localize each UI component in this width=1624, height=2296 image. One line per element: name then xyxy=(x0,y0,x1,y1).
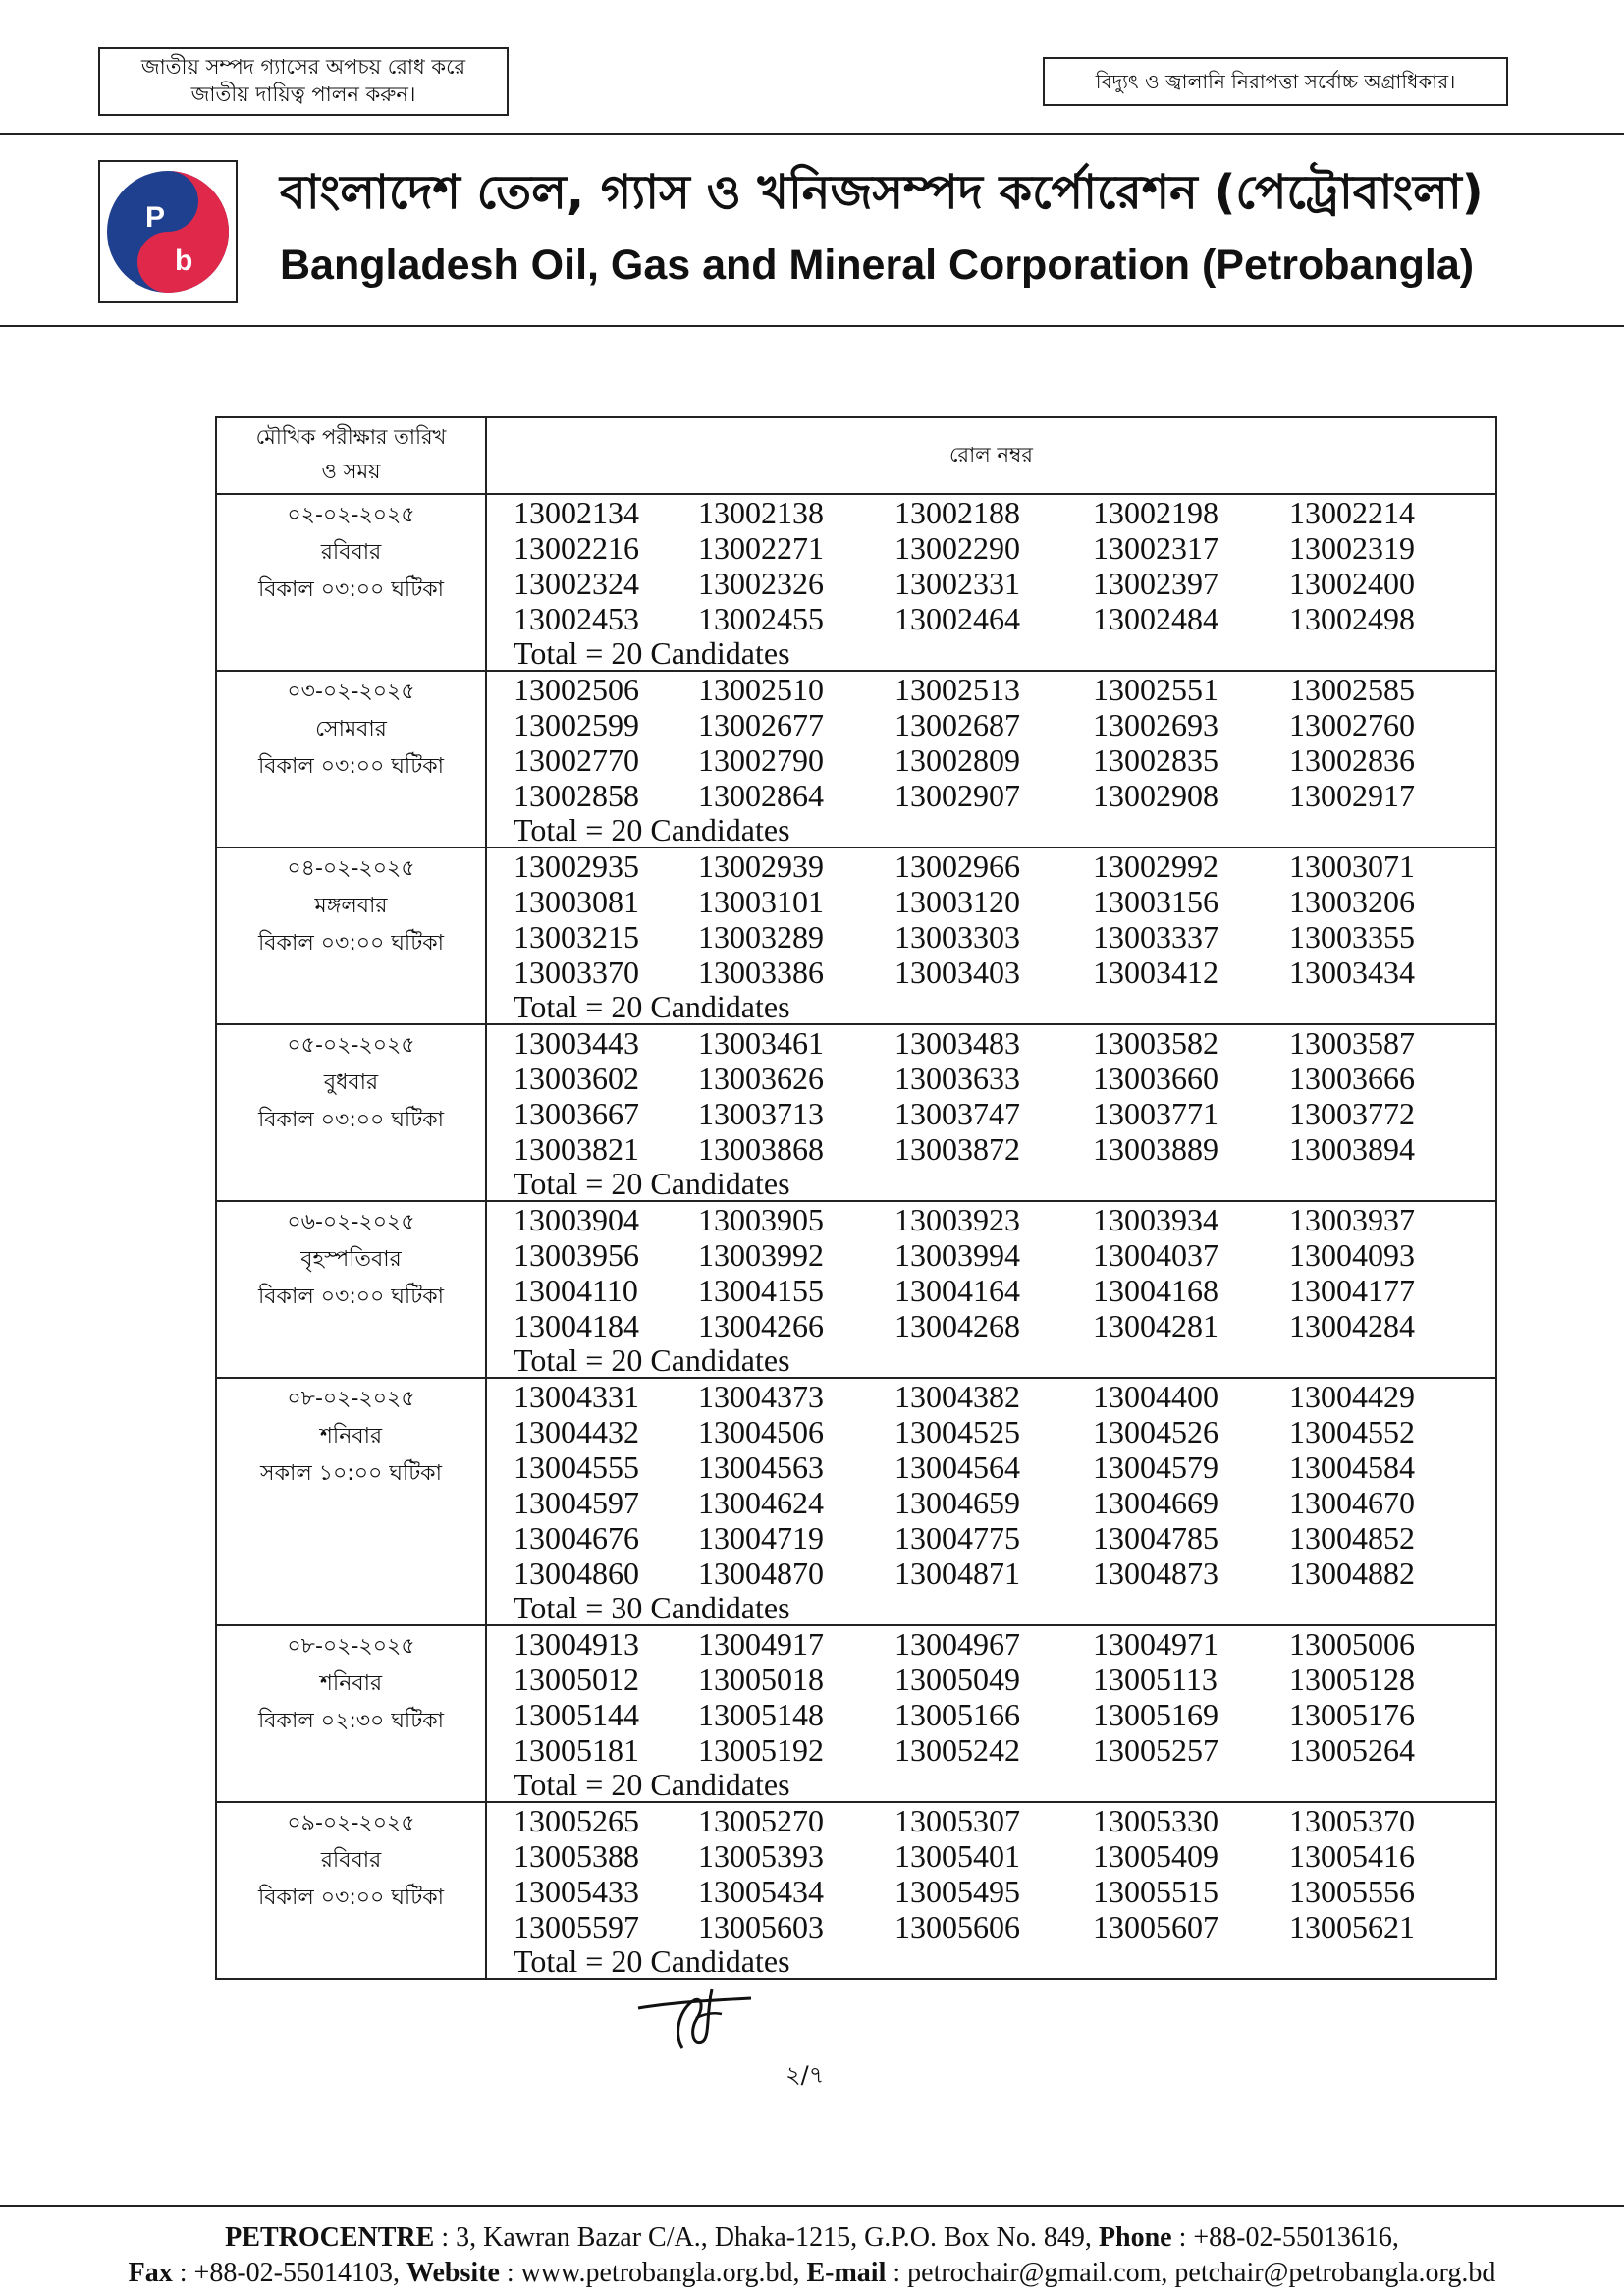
roll-number: 13003937 xyxy=(1289,1202,1415,1237)
schedule-row xyxy=(216,671,1496,847)
session-time: বিকাল ০৩:০০ ঘটিকা xyxy=(258,1108,444,1132)
roll-number: 13004373 xyxy=(698,1379,824,1414)
roll-number: 13005049 xyxy=(894,1662,1020,1697)
roll-number: 13003081 xyxy=(514,884,639,919)
session-day: বুধবার xyxy=(323,1070,379,1095)
session-total: Total = 20 Candidates xyxy=(514,635,790,671)
roll-number: 13003905 xyxy=(698,1202,824,1237)
roll-number: 13003994 xyxy=(894,1237,1020,1273)
roll-number: 13002939 xyxy=(698,848,824,884)
roll-number: 13005401 xyxy=(894,1838,1020,1874)
petrobangla-logo xyxy=(98,160,238,303)
roll-number: 13004184 xyxy=(514,1308,639,1343)
roll-number: 13003868 xyxy=(698,1131,824,1167)
roll-number: 13003923 xyxy=(894,1202,1020,1237)
roll-number: 13003289 xyxy=(698,919,824,955)
roll-number: 13004659 xyxy=(894,1485,1020,1520)
footer-address: : 3, Kawran Bazar C/A., Dhaka-1215, G.P.O. Box No. 849, xyxy=(434,2222,1099,2253)
header-divider-top xyxy=(0,133,1624,135)
session-date-time xyxy=(216,494,486,671)
schedule-body xyxy=(216,494,1496,1979)
roll-number: 13002835 xyxy=(1093,742,1218,778)
roll-number: 13005181 xyxy=(514,1732,639,1768)
roll-number: 13003215 xyxy=(514,919,639,955)
svg-text:b: b xyxy=(175,245,193,277)
roll-number: 13002858 xyxy=(514,778,639,813)
session-roll-numbers xyxy=(486,671,1496,847)
roll-number: 13005166 xyxy=(894,1697,1020,1732)
roll-number: 13003412 xyxy=(1093,955,1218,990)
roll-number: 13003483 xyxy=(894,1025,1020,1061)
session-total: Total = 20 Candidates xyxy=(514,1767,790,1802)
footer-fax-label: Fax xyxy=(128,2258,173,2288)
roll-number: 13003303 xyxy=(894,919,1020,955)
roll-number: 13003667 xyxy=(514,1096,639,1131)
roll-number: 13002585 xyxy=(1289,672,1415,707)
roll-number: 13003747 xyxy=(894,1096,1020,1131)
slogan-left-line2: জাতীয় দায়িত্ব পালন করুন। xyxy=(190,82,416,106)
roll-number: 13002271 xyxy=(698,530,824,566)
roll-number: 13002992 xyxy=(1093,848,1218,884)
roll-number: 13002397 xyxy=(1093,566,1218,601)
roll-number: 13003206 xyxy=(1289,884,1415,919)
roll-number: 13005012 xyxy=(514,1662,639,1697)
roll-number: 13005416 xyxy=(1289,1838,1415,1874)
session-date: ০৯-০২-২০২৫ xyxy=(287,1811,415,1835)
roll-number: 13004110 xyxy=(514,1273,638,1308)
svg-text:P: P xyxy=(145,201,166,234)
roll-number: 13005606 xyxy=(894,1909,1020,1944)
roll-number: 13002770 xyxy=(514,742,639,778)
roll-number: 13002510 xyxy=(698,672,824,707)
roll-number: 13003934 xyxy=(1093,1202,1218,1237)
roll-number: 13005495 xyxy=(894,1874,1020,1909)
roll-number: 13003894 xyxy=(1289,1131,1415,1167)
roll-number: 13002188 xyxy=(894,495,1020,530)
roll-number: 13005597 xyxy=(514,1909,639,1944)
roll-number: 13003101 xyxy=(698,884,824,919)
roll-number: 13002317 xyxy=(1093,530,1218,566)
roll-number: 13002935 xyxy=(514,848,639,884)
roll-number: 13002551 xyxy=(1093,672,1218,707)
schedule-row xyxy=(216,1378,1496,1625)
session-roll-numbers xyxy=(486,1024,1496,1201)
slogan-right: বিদ্যুৎ ও জ্বালানি নিরাপত্তা সর্বোচ্চ অগ্রাধিকার। xyxy=(1043,57,1508,106)
roll-number: 13004852 xyxy=(1289,1520,1415,1556)
roll-number: 13003370 xyxy=(514,955,639,990)
roll-number: 13005556 xyxy=(1289,1874,1415,1909)
session-total: Total = 20 Candidates xyxy=(514,1166,790,1201)
roll-number: 13003587 xyxy=(1289,1025,1415,1061)
schedule-row xyxy=(216,494,1496,671)
session-day: শনিবার xyxy=(319,1671,383,1696)
roll-number: 13005388 xyxy=(514,1838,639,1874)
roll-number: 13002513 xyxy=(894,672,1020,707)
viva-schedule-table xyxy=(215,416,1497,1980)
roll-grid xyxy=(487,495,1495,636)
session-total: Total = 20 Candidates xyxy=(514,1342,790,1378)
roll-number: 13005393 xyxy=(698,1838,824,1874)
session-total: Total = 20 Candidates xyxy=(514,1943,790,1979)
roll-number: 13004168 xyxy=(1093,1273,1218,1308)
session-time: বিকাল ০৩:০০ ঘটিকা xyxy=(258,1886,444,1910)
org-name-bengali: বাংলাদেশ তেল, গ্যাস ও খনিজসম্পদ কর্পোরেশন (পেট্রোবাংলা) xyxy=(280,165,1484,220)
session-date: ০৬-০২-২০২৫ xyxy=(287,1210,415,1234)
roll-number: 13004882 xyxy=(1289,1556,1415,1591)
roll-number: 13002917 xyxy=(1289,778,1415,813)
roll-grid xyxy=(487,1626,1495,1768)
roll-number: 13005621 xyxy=(1289,1909,1415,1944)
roll-number: 13002809 xyxy=(894,742,1020,778)
roll-number: 13004785 xyxy=(1093,1520,1218,1556)
roll-number: 13002687 xyxy=(894,707,1020,742)
roll-number: 13004670 xyxy=(1289,1485,1415,1520)
session-day: বৃহস্পতিবার xyxy=(300,1247,402,1272)
roll-number: 13003156 xyxy=(1093,884,1218,919)
roll-number: 13002484 xyxy=(1093,601,1218,636)
roll-number: 13005113 xyxy=(1093,1662,1218,1697)
roll-number: 13004037 xyxy=(1093,1237,1218,1273)
roll-number: 13002907 xyxy=(894,778,1020,813)
header-roll-numbers: রোল নম্বর xyxy=(486,417,1496,494)
roll-number: 13002400 xyxy=(1289,566,1415,601)
roll-number: 13002331 xyxy=(894,566,1020,601)
roll-number: 13003956 xyxy=(514,1237,639,1273)
schedule-row xyxy=(216,1802,1496,1979)
roll-number: 13005270 xyxy=(698,1803,824,1838)
session-day: রবিবার xyxy=(320,1848,382,1873)
roll-number: 13003821 xyxy=(514,1131,639,1167)
roll-number: 13005603 xyxy=(698,1909,824,1944)
session-day: শনিবার xyxy=(319,1424,383,1449)
roll-number: 13004429 xyxy=(1289,1379,1415,1414)
page-number: ২/৭ xyxy=(785,2061,825,2089)
roll-number: 13005148 xyxy=(698,1697,824,1732)
roll-number: 13005433 xyxy=(514,1874,639,1909)
slogan-left-line1: জাতীয় সম্পদ গ্যাসের অপচয় রোধ করে xyxy=(140,55,466,79)
roll-number: 13002677 xyxy=(698,707,824,742)
roll-number: 13004584 xyxy=(1289,1449,1415,1485)
roll-number: 13004669 xyxy=(1093,1485,1218,1520)
roll-number: 13002836 xyxy=(1289,742,1415,778)
roll-number: 13002599 xyxy=(514,707,639,742)
session-roll-numbers xyxy=(486,494,1496,671)
roll-number: 13002216 xyxy=(514,530,639,566)
header-date-line2: ও সময় xyxy=(321,460,381,483)
footer-website: : www.petrobangla.org.bd, xyxy=(499,2258,807,2288)
session-date: ০৫-০২-২০২৫ xyxy=(287,1033,415,1058)
roll-number: 13002760 xyxy=(1289,707,1415,742)
roll-number: 13004555 xyxy=(514,1449,639,1485)
session-roll-numbers xyxy=(486,1802,1496,1979)
footer-line-2 xyxy=(0,2257,1624,2290)
roll-number: 13003461 xyxy=(698,1025,824,1061)
footer-phone-label: Phone xyxy=(1098,2222,1172,2253)
roll-number: 13004624 xyxy=(698,1485,824,1520)
schedule-row xyxy=(216,1201,1496,1378)
footer-email: : petrochair@gmail.com, petchair@petrobangla.org.bd xyxy=(886,2258,1496,2288)
roll-number: 13002198 xyxy=(1093,495,1218,530)
roll-number: 13004526 xyxy=(1093,1414,1218,1449)
roll-number: 13004506 xyxy=(698,1414,824,1449)
footer-line-1 xyxy=(0,2221,1624,2255)
roll-number: 13005169 xyxy=(1093,1697,1218,1732)
roll-number: 13002326 xyxy=(698,566,824,601)
roll-number: 13002908 xyxy=(1093,778,1218,813)
footer-website-label: Website xyxy=(406,2258,500,2288)
signature xyxy=(633,1979,761,2057)
roll-number: 13002453 xyxy=(514,601,639,636)
roll-number: 13004093 xyxy=(1289,1237,1415,1273)
roll-number: 13002498 xyxy=(1289,601,1415,636)
schedule-row xyxy=(216,847,1496,1024)
session-time: বিকাল ০২:৩০ ঘটিকা xyxy=(258,1709,444,1733)
roll-number: 13002138 xyxy=(698,495,824,530)
roll-number: 13005515 xyxy=(1093,1874,1218,1909)
roll-number: 13003434 xyxy=(1289,955,1415,990)
roll-number: 13004967 xyxy=(894,1626,1020,1662)
session-date-time xyxy=(216,1378,486,1625)
session-day: মঙ্গলবার xyxy=(314,894,388,918)
roll-number: 13004871 xyxy=(894,1556,1020,1591)
roll-number: 13003602 xyxy=(514,1061,639,1096)
footer-email-label: E-mail xyxy=(806,2258,887,2288)
roll-number: 13005144 xyxy=(514,1697,639,1732)
roll-number: 13002324 xyxy=(514,566,639,601)
roll-number: 13002864 xyxy=(698,778,824,813)
session-date-time xyxy=(216,1625,486,1802)
session-date-time xyxy=(216,671,486,847)
roll-number: 13004676 xyxy=(514,1520,639,1556)
roll-number: 13005128 xyxy=(1289,1662,1415,1697)
roll-number: 13004597 xyxy=(514,1485,639,1520)
roll-number: 13003071 xyxy=(1289,848,1415,884)
session-total: Total = 20 Candidates xyxy=(514,812,790,847)
roll-number: 13003904 xyxy=(514,1202,639,1237)
roll-number: 13003992 xyxy=(698,1237,824,1273)
roll-number: 13004873 xyxy=(1093,1556,1218,1591)
footer-phone: : +88-02-55013616, xyxy=(1171,2222,1399,2253)
roll-number: 13004525 xyxy=(894,1414,1020,1449)
roll-number: 13002693 xyxy=(1093,707,1218,742)
roll-number: 13004400 xyxy=(1093,1379,1218,1414)
footer-fax: : +88-02-55014103, xyxy=(172,2258,406,2288)
roll-number: 13005176 xyxy=(1289,1697,1415,1732)
roll-number: 13004164 xyxy=(894,1273,1020,1308)
logo-emblem-icon xyxy=(100,162,236,301)
session-time: বিকাল ০৩:০০ ঘটিকা xyxy=(258,577,444,602)
footer-divider xyxy=(0,2205,1624,2207)
roll-number: 13004579 xyxy=(1093,1449,1218,1485)
session-time: বিকাল ০৩:০০ ঘটিকা xyxy=(258,1285,444,1309)
roll-number: 13003771 xyxy=(1093,1096,1218,1131)
roll-number: 13005264 xyxy=(1289,1732,1415,1768)
roll-number: 13004971 xyxy=(1093,1626,1218,1662)
roll-number: 13004552 xyxy=(1289,1414,1415,1449)
session-date: ০৩-০২-২০২৫ xyxy=(287,680,415,704)
roll-number: 13003443 xyxy=(514,1025,639,1061)
roll-number: 13004564 xyxy=(894,1449,1020,1485)
schedule-row xyxy=(216,1024,1496,1201)
roll-number: 13002464 xyxy=(894,601,1020,636)
roll-number: 13005607 xyxy=(1093,1909,1218,1944)
roll-number: 13003403 xyxy=(894,955,1020,990)
roll-number: 13005018 xyxy=(698,1662,824,1697)
session-roll-numbers xyxy=(486,1378,1496,1625)
session-date-time xyxy=(216,847,486,1024)
header-divider-bottom xyxy=(0,325,1624,327)
session-date: ০৮-০২-২০২৫ xyxy=(287,1634,415,1659)
roll-number: 13003120 xyxy=(894,884,1020,919)
roll-number: 13005409 xyxy=(1093,1838,1218,1874)
roll-grid xyxy=(487,848,1495,990)
roll-number: 13003713 xyxy=(698,1096,824,1131)
roll-grid xyxy=(487,1379,1495,1591)
roll-number: 13004860 xyxy=(514,1556,639,1591)
roll-number: 13003626 xyxy=(698,1061,824,1096)
roll-number: 13004563 xyxy=(698,1449,824,1485)
roll-number: 13002134 xyxy=(514,495,639,530)
roll-number: 13004281 xyxy=(1093,1308,1218,1343)
header-date-time xyxy=(216,417,486,494)
roll-number: 13004432 xyxy=(514,1414,639,1449)
session-date-time xyxy=(216,1201,486,1378)
org-name-english: Bangladesh Oil, Gas and Mineral Corporation (Petrobangla) xyxy=(280,242,1475,289)
roll-number: 13003386 xyxy=(698,955,824,990)
roll-number: 13004917 xyxy=(698,1626,824,1662)
roll-number: 13003666 xyxy=(1289,1061,1415,1096)
roll-number: 13005265 xyxy=(514,1803,639,1838)
roll-number: 13002790 xyxy=(698,742,824,778)
roll-grid xyxy=(487,1202,1495,1343)
roll-number: 13003872 xyxy=(894,1131,1020,1167)
roll-number: 13002214 xyxy=(1289,495,1415,530)
roll-number: 13005006 xyxy=(1289,1626,1415,1662)
session-time: সকাল ১০:০০ ঘটিকা xyxy=(260,1461,442,1486)
roll-number: 13005330 xyxy=(1093,1803,1218,1838)
roll-number: 13003355 xyxy=(1289,919,1415,955)
roll-grid xyxy=(487,1025,1495,1167)
roll-number: 13005192 xyxy=(698,1732,824,1768)
roll-number: 13005307 xyxy=(894,1803,1020,1838)
roll-number: 13004719 xyxy=(698,1520,824,1556)
roll-number: 13005242 xyxy=(894,1732,1020,1768)
session-time: বিকাল ০৩:০০ ঘটিকা xyxy=(258,931,444,956)
roll-number: 13002290 xyxy=(894,530,1020,566)
roll-number: 13004268 xyxy=(894,1308,1020,1343)
session-date-time xyxy=(216,1024,486,1201)
roll-number: 13002455 xyxy=(698,601,824,636)
session-date: ০৮-০২-২০২৫ xyxy=(287,1387,415,1411)
roll-number: 13005257 xyxy=(1093,1732,1218,1768)
roll-number: 13003633 xyxy=(894,1061,1020,1096)
session-time: বিকাল ০৩:০০ ঘটিকা xyxy=(258,754,444,779)
session-date: ০৪-০২-২০২৫ xyxy=(287,856,415,881)
roll-number: 13004284 xyxy=(1289,1308,1415,1343)
roll-number: 13004382 xyxy=(894,1379,1020,1414)
session-total: Total = 30 Candidates xyxy=(514,1590,790,1625)
table-header-row xyxy=(216,417,1496,494)
header-date-line1: মৌখিক পরীক্ষার তারিখ xyxy=(255,425,447,449)
roll-number: 13004870 xyxy=(698,1556,824,1591)
roll-number: 13004775 xyxy=(894,1520,1020,1556)
roll-number: 13005370 xyxy=(1289,1803,1415,1838)
session-day: রবিবার xyxy=(320,540,382,565)
roll-number: 13003337 xyxy=(1093,919,1218,955)
roll-number: 13004331 xyxy=(514,1379,639,1414)
session-day: সোমবার xyxy=(315,717,387,741)
roll-number: 13003582 xyxy=(1093,1025,1218,1061)
session-roll-numbers xyxy=(486,847,1496,1024)
roll-number: 13005434 xyxy=(698,1874,824,1909)
session-roll-numbers xyxy=(486,1201,1496,1378)
footer-office-label: PETROCENTRE xyxy=(225,2222,435,2253)
schedule-row xyxy=(216,1625,1496,1802)
roll-grid xyxy=(487,672,1495,813)
roll-number: 13002506 xyxy=(514,672,639,707)
roll-grid xyxy=(487,1803,1495,1944)
roll-number: 13004155 xyxy=(698,1273,824,1308)
roll-number: 13003772 xyxy=(1289,1096,1415,1131)
roll-number: 13002319 xyxy=(1289,530,1415,566)
roll-number: 13002966 xyxy=(894,848,1020,884)
session-roll-numbers xyxy=(486,1625,1496,1802)
roll-number: 13004266 xyxy=(698,1308,824,1343)
roll-number: 13003889 xyxy=(1093,1131,1218,1167)
session-total: Total = 20 Candidates xyxy=(514,989,790,1024)
roll-number: 13004913 xyxy=(514,1626,639,1662)
slogan-left xyxy=(98,47,509,116)
roll-number: 13004177 xyxy=(1289,1273,1415,1308)
roll-number: 13003660 xyxy=(1093,1061,1218,1096)
session-date-time xyxy=(216,1802,486,1979)
session-date: ০২-০২-২০২৫ xyxy=(287,503,415,527)
